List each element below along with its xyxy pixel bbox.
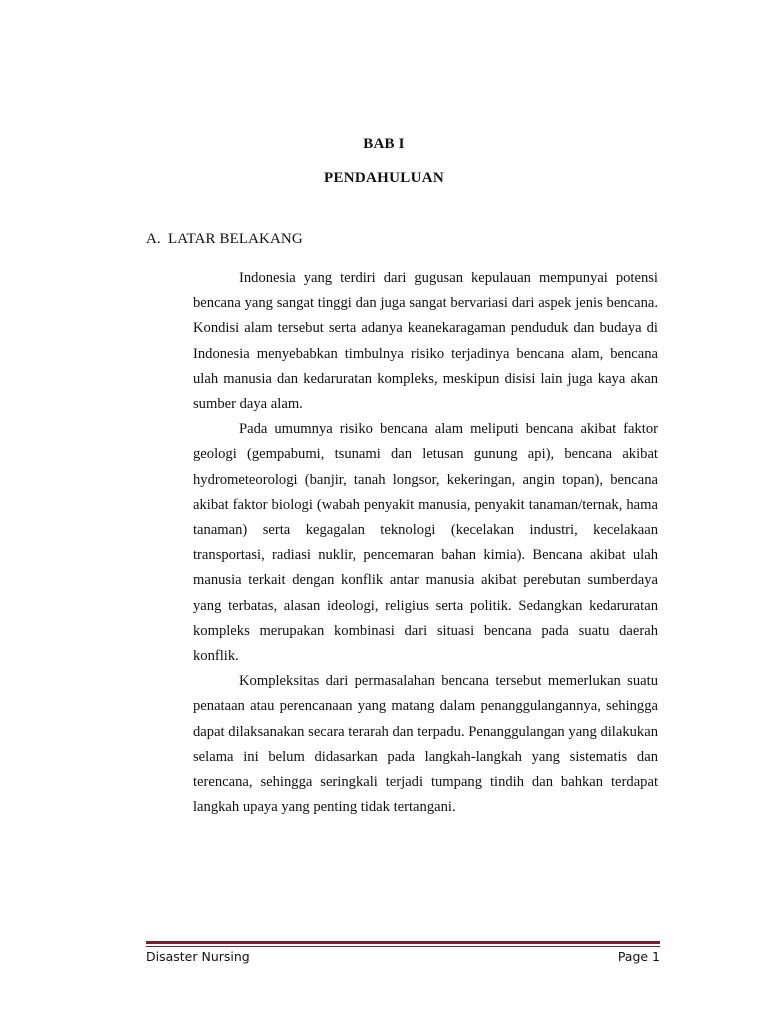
- paragraph-3: Kompleksitas dari permasalahan bencana tersebut memerlukan suatu penataan atau perencanaan yang matang dalam penanggulangannya, sehingga dapat dilaksanakan secara terarah dan terpadu. Penanggulangan yang dilakukan selama ini belum didasarkan pada langkah-langkah yang sistematis dan terencana, sehingga seringkali terjadi tumpang tindih dan bahkan terdapat langkah upaya yang penting tidak tertangani.: [193, 673, 658, 816]
- section-marker: A.: [146, 231, 161, 247]
- section-heading-text: LATAR BELAKANG: [168, 231, 303, 247]
- chapter-number: BAB I: [363, 136, 405, 152]
- section-heading: [146, 231, 303, 248]
- body-text: [193, 266, 658, 820]
- footer-rule-thin: [146, 946, 660, 947]
- footer-title: Disaster Nursing: [146, 949, 250, 964]
- chapter-title: PENDAHULUAN: [324, 170, 444, 186]
- footer-rule: [146, 941, 660, 944]
- paragraph-2: Pada umumnya risiko bencana alam meliputi bencana akibat faktor geologi (gempabumi, tsunami dan letusan gunung api), bencana akibat hydrometeorologi (banjir, tanah longsor, kekeringan, angin topan), bencana akibat faktor biologi (wabah penyakit manusia, penyakit tanaman/ternak, hama tanaman) serta kegagalan teknologi (kecelakan industri, kecelakaan transportasi, radiasi nuklir, pencemaran bahan kimia). Bencana akibat ulah manusia terkait dengan konflik antar manusia akibat perebutan sumberdaya yang terbatas, alasan ideologi, religius serta politik. Sedangkan kedaruratan kompleks merupakan kombinasi dari situasi bencana pada suatu daerah konflik.: [193, 421, 658, 665]
- page-number: Page 1: [617, 949, 660, 964]
- paragraph-1: Indonesia yang terdiri dari gugusan kepulauan mempunyai potensi bencana yang sangat tinggi dan juga sangat bervariasi dari aspek jenis bencana. Kondisi alam tersebut serta adanya keanekaragaman penduduk dan budaya di Indonesia menyebabkan timbulnya risiko terjadinya bencana alam, bencana ulah manusia dan kedaruratan kompleks, meskipun disisi lain juga kaya akan sumber daya alam.: [193, 270, 658, 413]
